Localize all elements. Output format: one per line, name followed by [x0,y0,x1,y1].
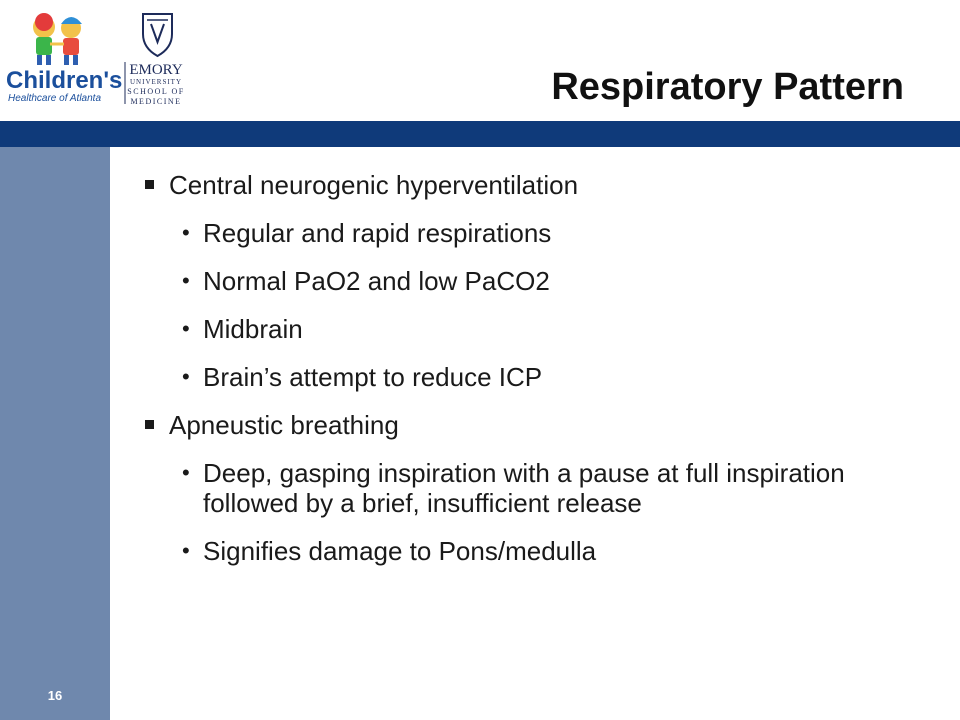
bullet-level2 [182,218,935,248]
bullet-text: Deep, gasping inspiration with a pause at full inspiration followed by a brief, insufficient release [203,458,845,518]
emory-line-2: UNIVERSITY [130,78,182,86]
bullet-text: Normal PaO2 and low PaCO2 [203,266,550,296]
bullet-level2 [182,314,935,344]
square-bullet-icon [145,180,154,189]
childrens-emory-logos [0,0,200,120]
bullet-text: Signifies damage to Pons/medulla [203,536,597,566]
bullet-level2 [182,362,935,392]
emory-line-4: MEDICINE [130,97,182,106]
bullet-text: Central neurogenic hyperventilation [169,170,579,200]
bullet-level2 [182,536,935,566]
dot-bullet-icon: • [182,220,190,245]
emory-shield-icon [143,14,172,56]
slide-title: Respiratory Pattern [551,66,904,108]
bullet-level1 [145,170,935,200]
emory-line-1: EMORY [129,62,183,78]
dot-bullet-icon: • [182,268,190,293]
bullet-level1 [145,410,935,440]
square-bullet-icon [145,420,154,429]
dot-bullet-icon: • [182,538,190,563]
logo-area [0,0,200,120]
bullet-level2 [182,266,935,296]
emory-line-3: SCHOOL OF [127,87,185,96]
left-sidebar-band [0,147,110,720]
bullet-text: Apneustic breathing [169,410,399,440]
slide-content [145,170,935,584]
dot-bullet-icon: • [182,364,190,389]
childrens-subtitle: Healthcare of Atlanta [8,93,102,104]
dot-bullet-icon: • [182,460,190,485]
bullet-text: Midbrain [203,314,303,344]
dot-bullet-icon: • [182,316,190,341]
childrens-name: Children's [6,67,123,94]
bullet-text: Regular and rapid respirations [203,218,552,248]
slide-number: 16 [47,688,63,703]
bullet-level2 [182,458,935,518]
header-bar [0,121,960,147]
bullet-text: Brain’s attempt to reduce ICP [203,362,543,392]
childrens-mascot-icon [33,13,82,65]
